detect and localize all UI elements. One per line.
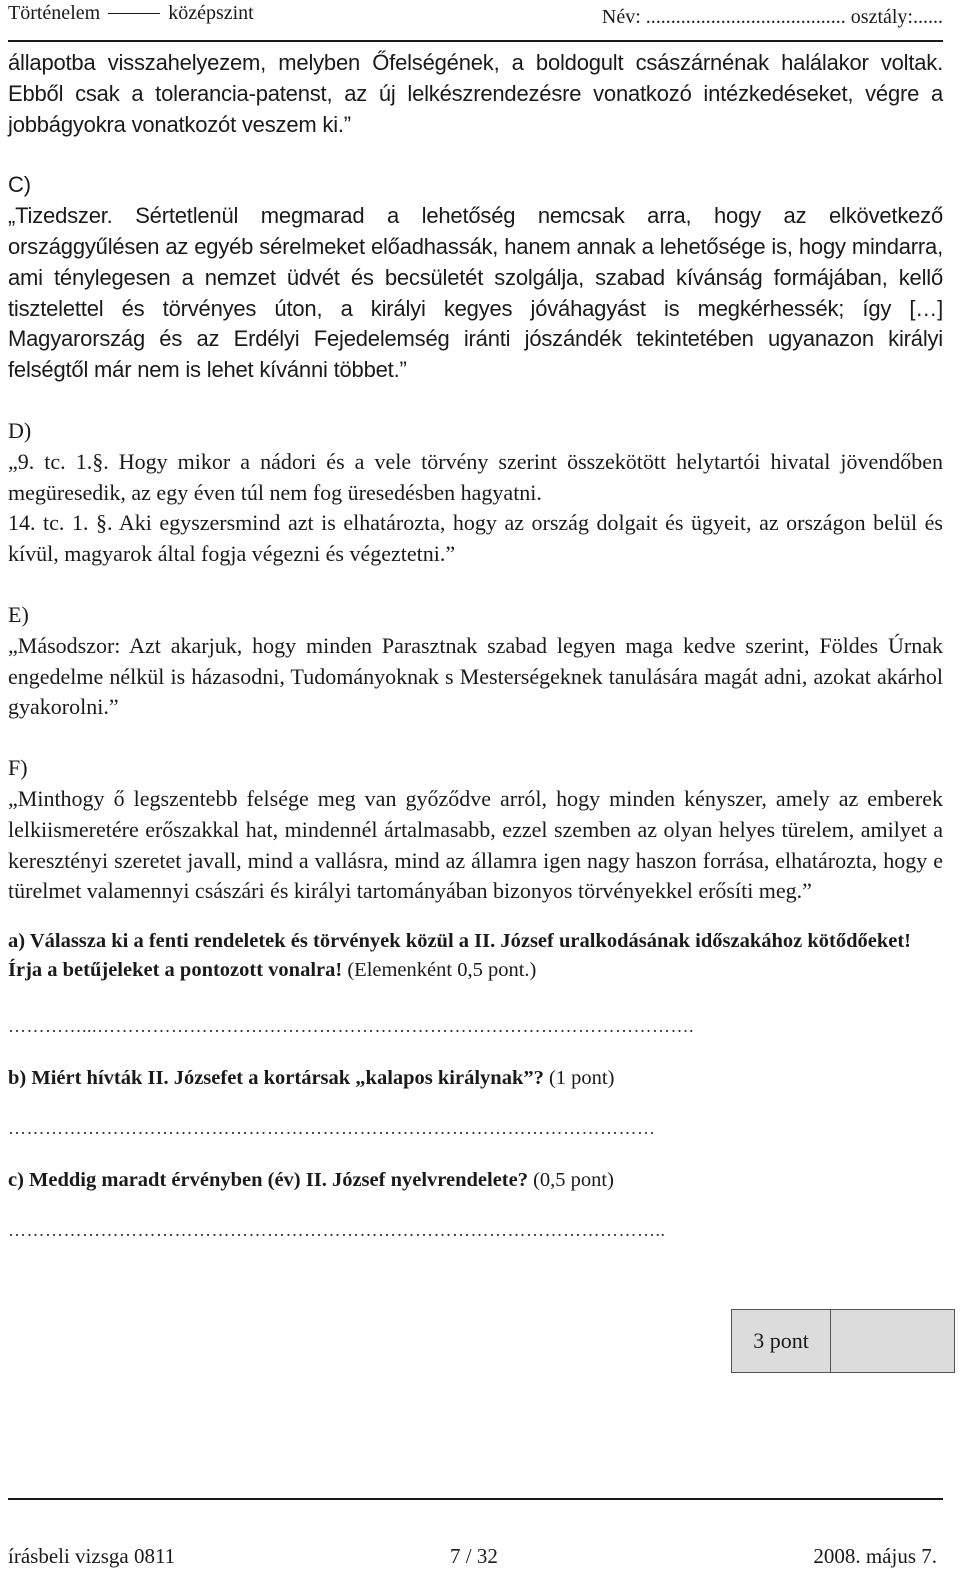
passage-c [8,201,943,386]
passage-e: „Másodszor: Azt akarjuk, hogy minden Parasztnak szabad legyen maga kedve szerint, Földes Úrnak engedelme nélkül is házasodni, Tudományoknak s Mesterségeknek tanulására magát adni, azokat akárhol gyakorolni.” [8,632,943,720]
footer-page-number: 7 / 32 [450,1544,498,1568]
header-dash [108,13,160,14]
passage-label-f: F) [8,755,28,781]
answer-line-c[interactable]: …………………………………………………………………………………………….. [8,1219,666,1240]
score-label: 3 pont [732,1310,831,1372]
page-footer [8,1498,943,1568]
footer-date: 2008. május 7. [813,1544,937,1568]
document-body [8,48,943,1246]
question-a-points: (Elemenként 0,5 pont.) [347,959,537,982]
score-entry-cell[interactable] [831,1310,954,1372]
page-header [8,0,943,42]
question-c [8,1166,943,1195]
question-b [8,1064,943,1093]
passage-d-first: „9. tc. 1.§. Hogy mikor a nádori és a vele törvény szerint összekötött helytartói hivatal jövendőben megüresedik, az egy éven túl nem fog üresedésben hagyatni. [8,448,943,505]
passage-f: „Minthogy ő legszentebb felsége meg van győződve arról, hogy minden kényszer, amely az emberek lelkiismeretére erőszakkal hat, mindennél ártalmasabb, ezzel szemben az olyan helyes türelem, amilyet a keresztényi szeretet javall, mind a vallásra, mind az államra igen nagy haszon forrása, elhatározta, hogy e türelmet valamennyi császári és királyi tartományában bizonyos törvényekkel erősíti meg.” [8,785,943,904]
passage-label-d: D) [8,417,32,443]
answer-line-b[interactable]: …………………………………………………………………………………………… [8,1117,656,1138]
question-a [8,927,943,985]
passage-d-second: 14. tc. 1. §. Aki egyszersmind azt is elhatározta, hogy az ország dolgait és ügyeit, az országon belül és kívül, magyarok által fogja végezni és végeztetni.” [8,510,943,567]
question-c-text: c) Meddig maradt érvényben (év) II. József nyelvrendelete? [8,1168,528,1191]
passage-c-text: „Tizedszer. Sértetlenül megmarad a lehetőség nemcsak arra, hogy az elkövetkező országgyűlésen az egyéb sérelmeket előadhassák, hanem annak a lehetősége is, hogy mindarra, ami ténylegesen a nemzet üdvét és becsületét szolgálja, szabad kívánság formájában, kellő tisztelettel és törvényes úton, a királyi kegyes jóváhagyást is megkérhessék; így […] Magyarország és az Erdélyi Fejedelemség iránti jószándék tekintetében ugyanazon királyi felségtől már nem is lehet kívánni többet.” [8,203,943,383]
passage-label-c: C) [8,172,31,198]
question-b-text: b) Miért hívták II. Józsefet a kortársak „kalapos királynak”? [8,1066,544,1089]
passage-b-continuation: állapotba visszahelyezem, melyben Őfelségének, a boldogult császárnénak halálakor voltak. Ebből csak a tolerancia-patenst, az új lelkészrendezésre vonatkozó intézkedéseket, végre a jobbágyokra vonatkozót veszem ki.” [8,50,943,137]
answer-line-a[interactable]: …………...……………………………………………………………………………………. [8,1016,694,1037]
passage-label-e: E) [8,601,29,627]
question-c-points: (0,5 pont) [533,1168,614,1191]
header-subject [8,2,254,25]
header-name-field: Név: ........................................ osztály:...... [601,6,943,28]
score-box [731,1309,955,1373]
question-a-text: a) Válassza ki a fenti rendeletek és törvények közül a II. József uralkodásának időszakához kötődőeket! Írja a betűjeleket a pontozott vonalra! [8,930,911,982]
header-subject-title: Történelem [8,2,101,24]
question-b-points: (1 pont) [548,1066,615,1089]
footer-exam: írásbeli vizsga 0811 [8,1544,176,1568]
header-level: középszint [168,2,254,24]
